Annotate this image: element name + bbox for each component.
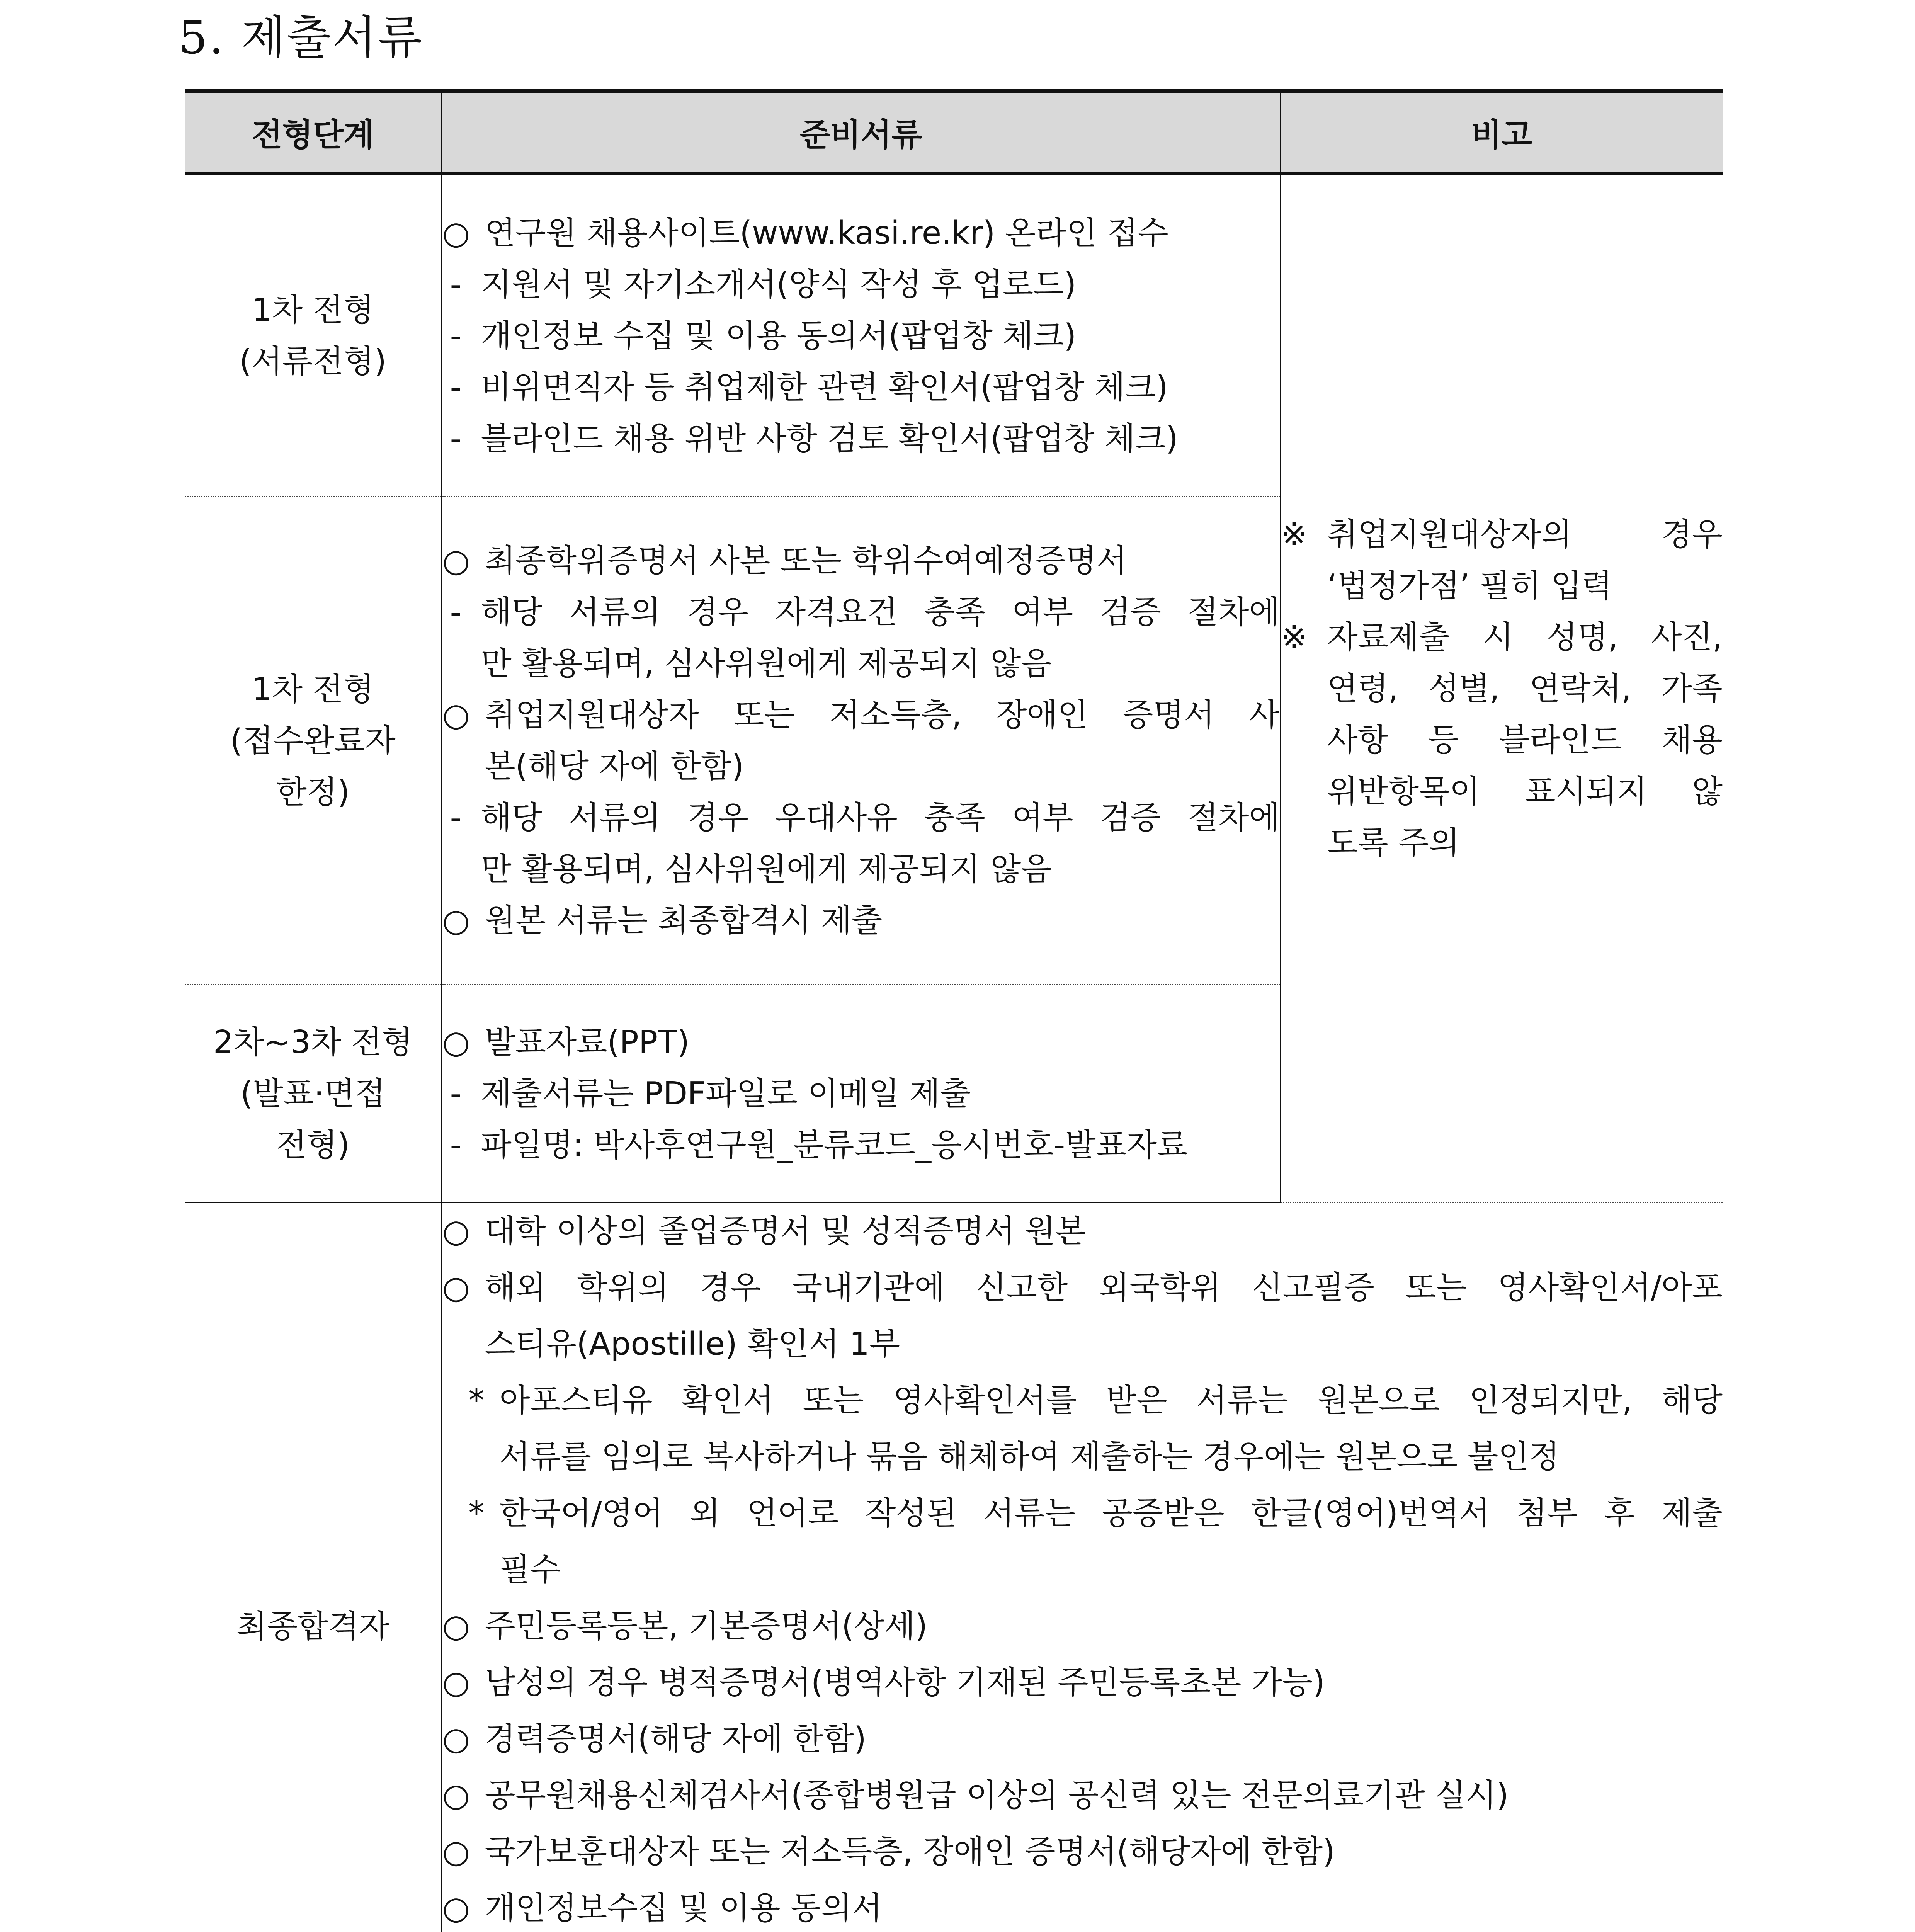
document-item-text: 공무원채용신체검사서(종합병원급 이상의 공신력 있는 전문의료기관 실시) (485, 1777, 1509, 1814)
document-item-text: 개인정보 수집 및 이용 동의서(팝업창 체크) (481, 317, 1077, 354)
document-item-line (442, 1767, 1723, 1824)
remark-line (1281, 663, 1723, 714)
bullet-marker: ○ (442, 1777, 470, 1814)
bullet-marker: - (450, 1075, 462, 1112)
bullet-marker: ○ (442, 902, 470, 939)
bullet-marker: ○ (442, 1024, 470, 1061)
document-item-text: 스티유(Apostille) 확인서 1부 (485, 1326, 900, 1362)
document-item-line (442, 259, 1280, 310)
document-item-text: 연구원 채용사이트(www.kasi.re.kr) 온라인 접수 (485, 214, 1168, 252)
submission-documents-table (185, 89, 1723, 1932)
document-item-text: 해당 서류의 경우 자격요건 충족 여부 검증 절차에 (481, 594, 1280, 631)
table-row (185, 173, 1723, 497)
stage-line: 1차 전형 (252, 671, 374, 708)
document-item-line (442, 310, 1280, 362)
stage-line: 1차 전형 (252, 292, 374, 328)
document-item-text: 필수 (499, 1551, 561, 1588)
bullet-marker: * (468, 1382, 485, 1419)
bullet-marker: ○ (442, 1721, 470, 1757)
documents-cell (442, 985, 1280, 1203)
header-stage: 전형단계 (185, 91, 442, 173)
remark-line (1281, 560, 1723, 612)
bullet-marker: ○ (442, 697, 470, 733)
bullet-marker: - (450, 369, 462, 406)
remarks-notes (1281, 509, 1723, 869)
stage-cell (185, 173, 442, 497)
document-item-text: 파일명: 박사후연구원_분류코드_응시번호-발표자료 (481, 1126, 1188, 1163)
stage-line: 한정) (276, 774, 350, 811)
bullet-marker: - (450, 420, 462, 457)
document-item-text: 경력증명서(해당 자에 한함) (485, 1721, 866, 1757)
stage-cell (185, 497, 442, 985)
reference-mark-icon: ※ (1281, 619, 1308, 656)
document-item-text: 해외 학위의 경우 국내기관에 신고한 외국학위 신고필증 또는 영사확인서/아포 (485, 1269, 1723, 1306)
bullet-marker: - (450, 1126, 462, 1163)
document-item-line (442, 1542, 1723, 1598)
bullet-marker: ○ (442, 1213, 470, 1250)
remark-text: 사항 등 블라인드 채용 (1327, 721, 1723, 759)
document-item-line (442, 587, 1280, 638)
document-item-line (442, 362, 1280, 413)
remark-line (1281, 612, 1723, 663)
bullet-marker: - (450, 799, 462, 836)
document-item-text: 제출서류는 PDF파일로 이메일 제출 (481, 1075, 971, 1112)
table-row (185, 1202, 1723, 1932)
document-item-line (442, 741, 1280, 792)
stage-line: 전형) (276, 1126, 350, 1163)
document-item-line (442, 792, 1280, 844)
bullet-marker: ○ (442, 543, 470, 579)
table-header-row (185, 91, 1723, 173)
documents-cell (442, 1202, 1723, 1932)
remark-line (1281, 509, 1723, 560)
document-item-text: 주민등록등본, 기본증명서(상세) (485, 1608, 928, 1645)
document-item-line (442, 1824, 1723, 1880)
document-item-line (442, 1316, 1723, 1372)
document-item-line (442, 1068, 1280, 1119)
bullet-marker: * (468, 1495, 485, 1532)
document-item-line (442, 1372, 1723, 1429)
remarks-cell (1280, 173, 1723, 1202)
document-item-line (442, 1017, 1280, 1068)
bullet-marker: - (450, 594, 462, 631)
document-item-text: 만 활용되며, 심사위원에게 제공되지 않음 (481, 851, 1052, 888)
document-item-text: 비위면직자 등 취업제한 관련 확인서(팝업창 체크) (481, 369, 1168, 406)
bullet-marker: ○ (442, 214, 470, 252)
document-item-text: 취업지원대상자 또는 저소득층, 장애인 증명서 사 (485, 697, 1280, 733)
document-item-line (442, 1203, 1723, 1260)
document-item-line (442, 207, 1280, 259)
document-item-text: 대학 이상의 졸업증명서 및 성적증명서 원본 (485, 1213, 1086, 1250)
document-item-text: 지원서 및 자기소개서(양식 작성 후 업로드) (481, 266, 1077, 303)
document-item-line (442, 1598, 1723, 1655)
document-item-line (442, 1260, 1723, 1316)
documents-cell (442, 173, 1280, 497)
document-item-line (442, 844, 1280, 895)
bullet-marker: ○ (442, 1890, 470, 1927)
document-item-text: 블라인드 채용 위반 사항 검토 확인서(팝업창 체크) (481, 420, 1179, 457)
document-item-text: 남성의 경우 병적증명서(병역사항 기재된 주민등록초본 가능) (485, 1664, 1325, 1701)
header-documents: 준비서류 (442, 91, 1280, 173)
stage-line: (서류전형) (239, 343, 387, 380)
bullet-marker: - (450, 266, 462, 303)
document-item-text: 만 활용되며, 심사위원에게 제공되지 않음 (481, 645, 1052, 682)
document-item-text: 국가보훈대상자 또는 저소득층, 장애인 증명서(해당자에 한함) (485, 1833, 1335, 1870)
remark-text: 위반항목이 표시되지 않 (1327, 773, 1723, 810)
document-item-line (442, 895, 1280, 946)
remark-line (1281, 766, 1723, 817)
document-item-line (442, 1655, 1723, 1711)
bullet-marker: ○ (442, 1833, 470, 1870)
document-item-line (442, 1429, 1723, 1485)
document-item-line (442, 638, 1280, 689)
remark-line (1281, 714, 1723, 766)
document-item-text: 본(해당 자에 한함) (485, 748, 744, 785)
document-item-text: 서류를 임의로 복사하거나 묶음 해체하여 제출하는 경우에는 원본으로 불인정 (499, 1439, 1560, 1475)
stage-cell (185, 1202, 442, 1932)
bullet-marker: - (450, 317, 462, 354)
document-item-text: 최종학위증명서 사본 또는 학위수여예정증명서 (485, 543, 1127, 579)
document-item-text: 한국어/영어 외 언어로 작성된 서류는 공증받은 한글(영어)번역서 첨부 후 제출 (499, 1495, 1723, 1532)
remark-line (1281, 817, 1723, 869)
document-item-line (442, 413, 1280, 464)
stage-line: 최종합격자 (236, 1608, 389, 1645)
document-item-line (442, 1880, 1723, 1932)
document-item-line (442, 1711, 1723, 1767)
header-remarks: 비고 (1280, 91, 1723, 173)
remark-text: 취업지원대상자의 경우 (1327, 516, 1723, 553)
section-title: 5. 제출서류 (179, 11, 424, 64)
document-item-text: 해당 서류의 경우 우대사유 충족 여부 검증 절차에 (481, 799, 1280, 836)
remark-text: 자료제출 시 성명, 사진, (1327, 619, 1723, 656)
remark-text: 연령, 성별, 연락처, 가족 (1327, 670, 1723, 707)
document-item-text: 개인정보수집 및 이용 동의서 (485, 1890, 883, 1927)
stage-line: 2차~3차 전형 (213, 1024, 413, 1061)
document-item-line (442, 689, 1280, 741)
documents-cell (442, 497, 1280, 985)
bullet-marker: ○ (442, 1608, 470, 1645)
document-item-line (442, 1119, 1280, 1171)
document-item-text: 발표자료(PPT) (485, 1024, 690, 1061)
stage-line: (발표·면접 (240, 1075, 386, 1112)
stage-line: (접수완료자 (230, 722, 396, 759)
remark-text: 도록 주의 (1327, 824, 1460, 861)
bullet-marker: ○ (442, 1664, 470, 1701)
document-item-text: 원본 서류는 최종합격시 제출 (485, 902, 883, 939)
reference-mark-icon: ※ (1281, 516, 1308, 553)
document-item-line (442, 535, 1280, 587)
stage-cell (185, 985, 442, 1203)
remark-text: ‘법정가점’ 필히 입력 (1327, 567, 1612, 604)
document-item-text: 아포스티유 확인서 또는 영사확인서를 받은 서류는 원본으로 인정되지만, 해당 (499, 1382, 1723, 1419)
document-item-line (442, 1485, 1723, 1542)
bullet-marker: ○ (442, 1269, 470, 1306)
